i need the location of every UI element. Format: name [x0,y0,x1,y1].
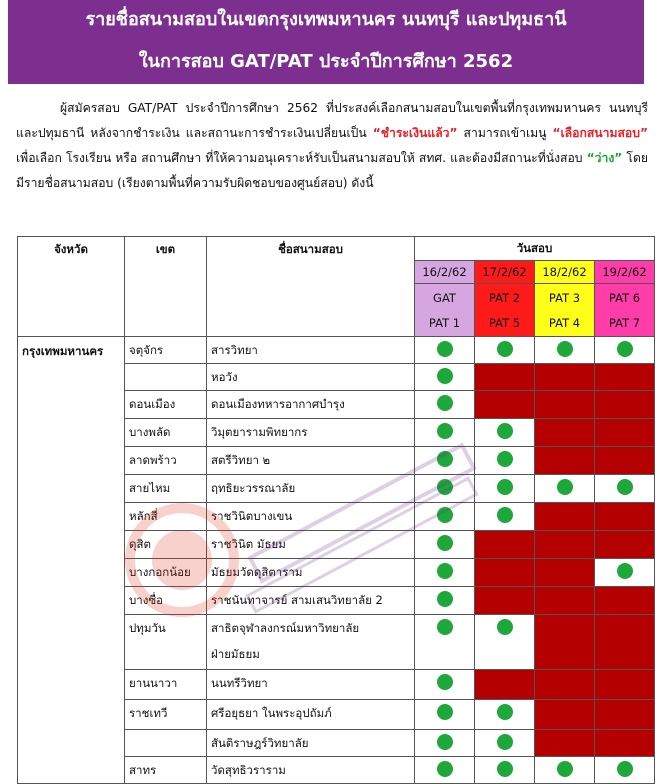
green-dot-icon [497,761,513,777]
venue-name-line2: ฝ่ายมัธยม [211,647,260,661]
green-dot-icon [497,619,513,635]
available-seat-cell [475,757,535,784]
venue-name: วิมุตยารามพิทยากร [211,425,308,439]
venue-cell [207,730,415,757]
available-seat-cell [475,615,535,670]
intro-paragraph [16,96,648,196]
available-seat-cell [415,700,475,730]
venue-cell [207,503,415,531]
subject-label: PAT 2 [488,291,521,305]
unavailable-cell [535,531,595,559]
green-dot-icon [437,734,453,750]
header-exam-day: วันสอบ [415,237,655,261]
green-dot-icon [437,761,453,777]
available-seat-cell [415,757,475,784]
available-seat-cell [415,615,475,670]
available-seat-cell [595,559,655,587]
header-venue-name: ชื่อสนามสอบ [207,237,415,337]
venue-name: สตรีวิทยา ๒ [211,453,271,467]
venue-name: หอวัง [211,370,238,384]
green-dot-icon [437,341,453,357]
venue-cell [207,700,415,730]
green-dot-icon [497,451,513,467]
venue-cell [207,587,415,615]
unavailable-cell [535,700,595,730]
subjects-col-4 [595,284,655,337]
unavailable-cell [475,587,535,615]
venue-name: ศรีอยุธยา ในพระอุปถัมภ์ [211,706,332,720]
venue-name: สาธิตจุฬาลงกรณ์มหาวิทยาลัย [211,621,360,635]
green-dot-icon [497,704,513,720]
subject-label: PAT 5 [488,316,521,330]
available-seat-cell [475,475,535,503]
header-province: จังหวัด [18,237,125,337]
green-dot-icon [437,563,453,579]
venue-cell [207,364,415,391]
available-seat-cell [415,730,475,757]
available-seat-cell [535,757,595,784]
unavailable-cell [595,730,655,757]
available-seat-cell [595,475,655,503]
subject-label: PAT 7 [608,316,641,330]
unavailable-cell [475,391,535,419]
available-seat-cell [535,475,595,503]
district-cell: ลาดพร้าว [125,447,207,475]
unavailable-cell [535,391,595,419]
green-dot-icon [437,591,453,607]
unavailable-cell [535,670,595,700]
title-line-1: รายชื่อสนามสอบในเขตกรุงเทพมหานคร นนทบุรี และปทุมธานี [85,9,567,30]
unavailable-cell [535,730,595,757]
district-cell: ยานนาวา [125,670,207,700]
unavailable-cell [535,559,595,587]
available-seat-cell [475,419,535,447]
unavailable-cell [595,503,655,531]
intro-text-3: เพื่อเลือก โรงเรียน หรือ สถานศึกษา ที่ให้ความอนุเคราะห์รับเป็นสนามสอบให้ สทศ. และต้องมีสถานะที่นั่งสอบ [16,151,587,165]
date-col-1: 16/2/62 [415,261,475,284]
venue-name: ราชวินิต มัธยม [211,537,286,551]
subjects-col-1 [415,284,475,337]
unavailable-cell [535,447,595,475]
green-dot-icon [437,507,453,523]
green-dot-icon [497,423,513,439]
date-col-4: 19/2/62 [595,261,655,284]
subject-label: PAT 3 [548,291,581,305]
available-seat-cell [415,587,475,615]
district-cell: สายไหม [125,475,207,503]
available-seat-cell [595,757,655,784]
district-cell: บางกอกน้อย [125,559,207,587]
available-seat-cell [415,447,475,475]
header-district: เขต [125,237,207,337]
unavailable-cell [535,587,595,615]
available-seat-cell [415,670,475,700]
unavailable-cell [535,503,595,531]
intro-text-1: ผู้สมัครสอบ GAT/PAT ประจำปีการศึกษา 2562 ที่ประสงค์เลือกสนามสอบในเขตพื้นที่กรุงเทพมหานคร นนทบุรี และปทุมธานี หลังจากชำระเงิน และสถานะการชำระเงินเปลี่ยนเป็น [16,101,648,140]
title-line-2: ในการสอบ GAT/PAT ประจำปีการศึกษา 2562 [138,51,514,72]
venue-name: สันติราษฎร์วิทยาลัย [211,736,309,750]
available-seat-cell [475,447,535,475]
venue-name: สารวิทยา [211,343,258,357]
available-seat-cell [475,730,535,757]
venue-name: นนทรีวิทยา [211,676,268,690]
district-cell: ดอนเมือง [125,391,207,419]
green-dot-icon [557,479,573,495]
venue-cell [207,531,415,559]
green-dot-icon [437,704,453,720]
district-cell [125,364,207,391]
unavailable-cell [595,700,655,730]
unavailable-cell [595,587,655,615]
unavailable-cell [595,364,655,391]
green-dot-icon [497,507,513,523]
venue-cell [207,337,415,364]
district-cell: ปทุมวัน [125,615,207,670]
venue-cell [207,757,415,784]
available-seat-cell [475,503,535,531]
unavailable-cell [595,447,655,475]
unavailable-cell [475,559,535,587]
unavailable-cell [475,670,535,700]
green-dot-icon [617,479,633,495]
date-col-2: 17/2/62 [475,261,535,284]
unavailable-cell [475,364,535,391]
available-seat-cell [415,337,475,364]
green-dot-icon [437,535,453,551]
green-dot-icon [437,619,453,635]
venue-name: ราชนันทาจารย์ สามเสนวิทยาลัย 2 [211,593,383,607]
green-dot-icon [497,479,513,495]
available-seat-cell [595,337,655,364]
district-cell: บางซื่อ [125,587,207,615]
available-seat-cell [415,503,475,531]
venue-cell [207,419,415,447]
district-cell: หลักสี่ [125,503,207,531]
venue-name: วัดสุทธิวราราม [211,763,286,777]
subjects-col-3 [535,284,595,337]
exam-venue-table [17,236,655,784]
venue-name: ฤทธิยะวรรณาลัย [211,481,296,495]
paid-status-highlight: “ชำระเงินแล้ว” [372,126,458,140]
unavailable-cell [475,531,535,559]
green-dot-icon [497,734,513,750]
select-venue-menu-highlight: “เลือกสนามสอบ” [552,126,648,140]
venue-cell [207,447,415,475]
unavailable-cell [595,419,655,447]
venue-cell [207,391,415,419]
unavailable-cell [535,364,595,391]
available-seat-cell [415,364,475,391]
venue-name: มัธยมวัดดุสิตาราม [211,565,303,579]
green-dot-icon [617,563,633,579]
green-dot-icon [617,341,633,357]
venue-name: ราชวินิตบางเขน [211,509,293,523]
subject-label: PAT 4 [548,316,581,330]
intro-text-4: โดยมีรายชื่อสนามสอบ (เรียงตามพื้นที่ความรับผิดชอบของศูนย์สอบ) ดังนี้ [16,151,648,190]
district-cell: จตุจักร [125,337,207,364]
green-dot-icon [617,761,633,777]
available-seat-cell [475,700,535,730]
subject-label: PAT 6 [608,291,641,305]
venue-name: ดอนเมืองทหารอากาศบำรุง [211,397,345,411]
green-dot-icon [437,479,453,495]
subject-label: PAT 1 [428,316,461,330]
available-highlight: “ว่าง” [586,151,623,165]
green-dot-icon [437,451,453,467]
district-cell: ดุสิต [125,531,207,559]
green-dot-icon [557,761,573,777]
venue-cell [207,615,415,670]
unavailable-cell [535,419,595,447]
intro-text-2: สามารถเข้าเมนู [457,126,553,140]
available-seat-cell [415,531,475,559]
subjects-col-2 [475,284,535,337]
title-banner [8,0,644,84]
unavailable-cell [595,670,655,700]
district-cell: บางพลัด [125,419,207,447]
green-dot-icon [437,368,453,384]
district-cell: สาทร [125,757,207,784]
date-col-3: 18/2/62 [535,261,595,284]
venue-cell [207,475,415,503]
green-dot-icon [437,423,453,439]
available-seat-cell [415,391,475,419]
available-seat-cell [415,475,475,503]
green-dot-icon [437,395,453,411]
green-dot-icon [437,674,453,690]
unavailable-cell [595,615,655,670]
available-seat-cell [415,419,475,447]
venue-cell [207,670,415,700]
available-seat-cell [415,559,475,587]
district-cell [125,730,207,757]
green-dot-icon [557,341,573,357]
province-cell: กรุงเทพมหานคร [18,337,125,784]
available-seat-cell [535,337,595,364]
unavailable-cell [535,615,595,670]
unavailable-cell [595,531,655,559]
subject-label: GAT [433,291,456,305]
venue-cell [207,559,415,587]
table-row [18,337,655,364]
unavailable-cell [595,391,655,419]
available-seat-cell [475,337,535,364]
district-cell: ราชเทวี [125,700,207,730]
green-dot-icon [497,341,513,357]
